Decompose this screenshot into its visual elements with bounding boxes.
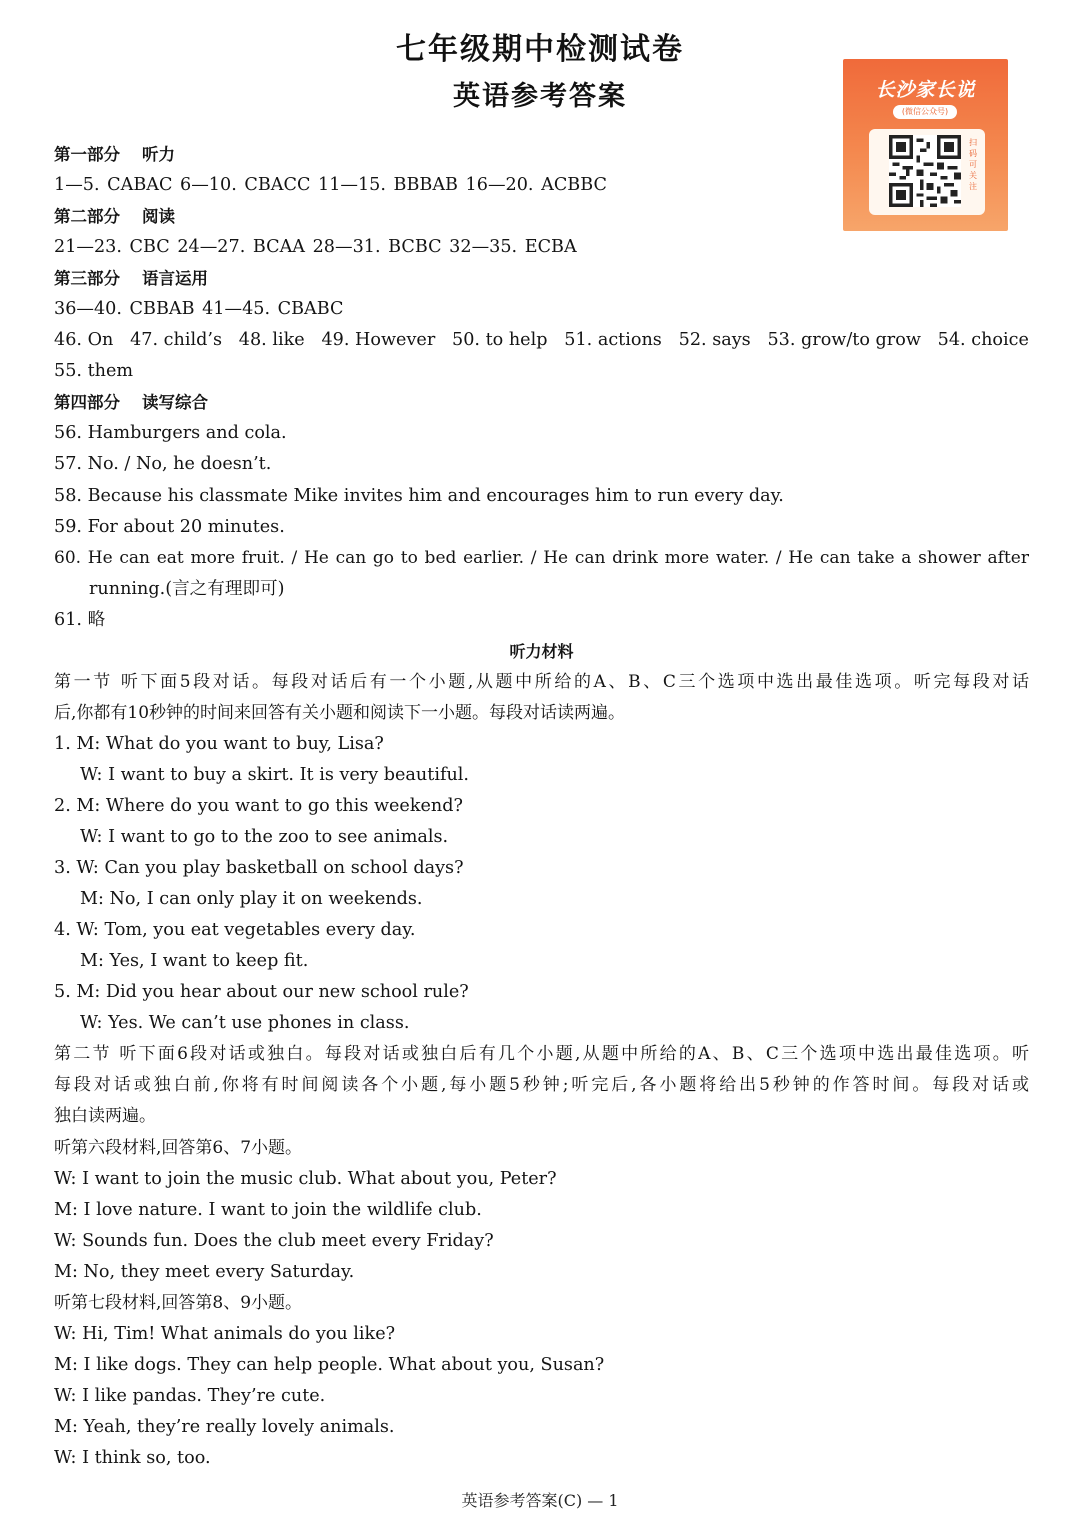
dialogue-line: 5. M: Did you hear about our new school rule? [54,982,469,1003]
dialogue-line: 4. W: Tom, you eat vegetables every day. [54,920,416,941]
fill-answer: 52. says [678,330,751,351]
section-label: 读写综合 [142,393,208,413]
fill-answer: 54. choice [937,330,1029,351]
section-label: 阅读 [142,207,175,227]
section-number: 第二部分 [54,207,120,227]
fill-answer: 49. However [321,330,436,351]
fill-answer: 47. child’s [130,330,223,351]
section-heading-part1 [54,139,1029,170]
section-heading-part3 [54,263,1029,294]
paragraph-line: 第二节 听下面6段对话或独白。每段对话或独白后有几个小题,从题中所给的A、B、C三个选项中选出最佳选项。听 [54,1044,1029,1065]
dialogue-line: W: I want to buy a skirt. It is very beautiful. [80,764,470,785]
qr-side-text: 扫码可关注 [969,138,977,191]
dialogue-line: W: I think so, too. [54,1447,211,1468]
dialogue-line: 1. M: What do you want to buy, Lisa? [54,733,384,754]
answer-line: 57. No. / No, he doesn’t. [54,454,272,475]
section-number: 第一部分 [54,145,120,164]
material-heading: 听第六段材料,回答第6、7小题。 [54,1137,303,1158]
section-number: 第四部分 [54,393,120,413]
answer-content [54,139,1029,1474]
page-footer: 英语参考答案(C) — 1 [461,1491,619,1510]
section-heading-part4 [54,387,1029,418]
dialogue-line: W: Sounds fun. Does the club meet every Friday? [54,1230,494,1251]
dialogue-line: W: Yes. We can’t use phones in class. [80,1013,410,1034]
dialogue-line: W: I want to go to the zoo to see animals. [80,827,449,848]
material-heading: 听第七段材料,回答第8、9小题。 [54,1292,303,1313]
answer-line: 21—23. CBC 24—27. BCAA 28—31. BCBC 32—35. ECBA [54,237,577,258]
qr-subtitle: (微信公众号) [893,105,957,119]
paragraph-line: 第一节 听下面5段对话。每段对话后有一个小题,从题中所给的A、B、C三个选项中选出最佳选项。听完每段对话 [54,671,1029,692]
section-label: 语言运用 [142,269,208,289]
answer-line: 61. 略 [54,609,106,630]
fill-answer-line [54,325,1029,356]
answer-line: 58. Because his classmate Mike invites him and encourages him to run every day. [54,485,784,506]
qr-brand: 长沙家长说 [875,79,976,101]
section-number: 第三部分 [54,269,120,289]
dialogue-line: 3. W: Can you play basketball on school days? [54,858,464,879]
paragraph-line: 独白读两遍。 [54,1106,156,1127]
dialogue-line: W: Hi, Tim! What animals do you like? [54,1323,396,1344]
dialogue-line: M: Yeah, they’re really lovely animals. [54,1416,395,1437]
section-label: 听力 [142,145,175,164]
answer-line: 59. For about 20 minutes. [54,516,285,537]
fill-answer: 46. On [54,330,114,351]
dialogue-line: M: I like dogs. They can help people. What about you, Susan? [54,1354,605,1375]
dialogue-line: M: Yes, I want to keep fit. [80,951,309,972]
answer-line: 55. them [54,361,134,382]
fill-answer: 53. grow/to grow [767,330,921,351]
dialogue-line: W: I want to join the music club. What about you, Peter? [54,1168,557,1189]
fill-answer: 48. like [238,330,305,351]
answer-line: running.(言之有理即可) [89,578,285,599]
dialogue-line: M: No, I can only play it on weekends. [80,889,423,910]
fill-answer: 51. actions [564,330,662,351]
answer-line: 36—40. CBBAB 41—45. CBABC [54,299,344,320]
answer-line: 60. He can eat more fruit. / He can go to bed earlier. / He can drink more water. / He can take a shower after [54,547,1029,568]
dialogue-line: M: No, they meet every Saturday. [54,1261,355,1282]
dialogue-line: 2. M: Where do you want to go this weekend? [54,795,463,816]
section-heading-part2 [54,201,1029,232]
page-title: 七年级期中检测试卷 [396,32,684,67]
dialogue-line: W: I like pandas. They’re cute. [54,1385,326,1406]
fill-answer: 50. to help [452,330,548,351]
answer-line: 56. Hamburgers and cola. [54,423,287,444]
page-subtitle: 英语参考答案 [453,81,627,112]
dialogue-line: M: I love nature. I want to join the wildlife club. [54,1199,482,1220]
answer-line: 1—5. CABAC 6—10. CBACC 11—15. BBBAB 16—20. ACBBC [54,175,607,196]
paragraph-line: 每段对话或独白前,你将有时间阅读各个小题,每小题5秒钟;听完后,各小题将给出5秒钟的作答时间。每段对话或 [54,1075,1029,1096]
paragraph-line: 后,你都有10秒钟的时间来回答有关小题和阅读下一小题。每段对话读两遍。 [54,702,626,723]
listening-heading: 听力材料 [509,641,574,661]
